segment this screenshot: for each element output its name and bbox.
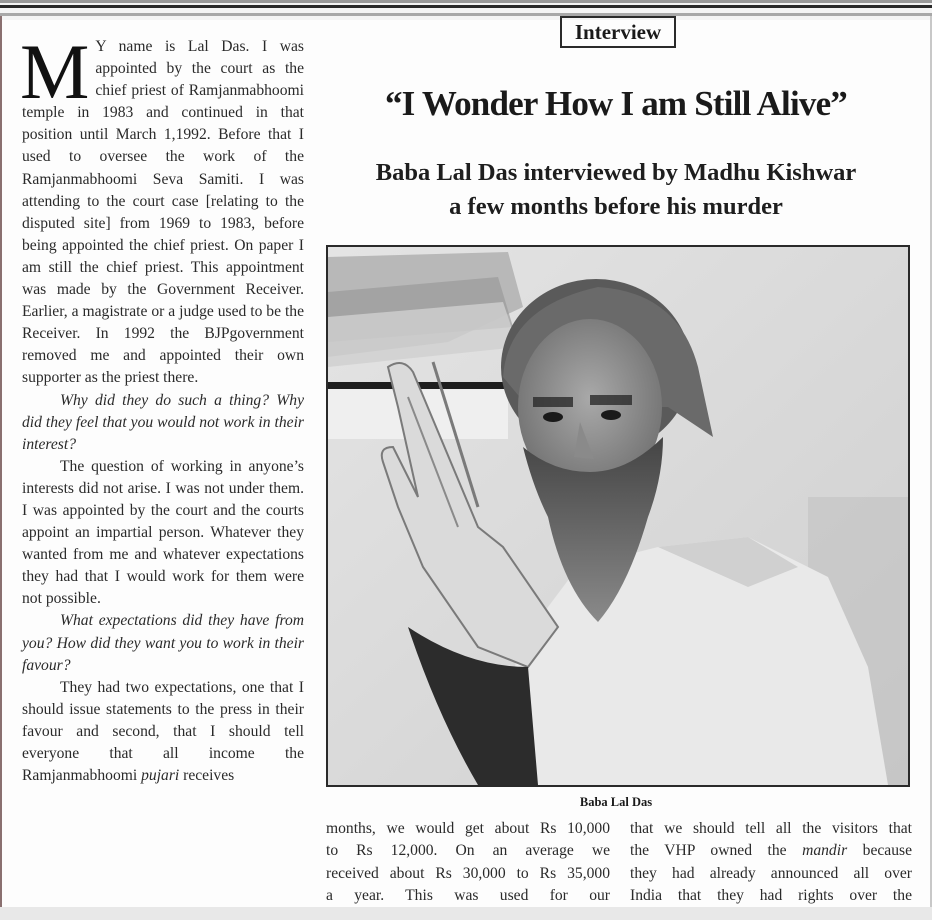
rule-thick: [0, 5, 932, 8]
question-2: What expectations did they have from you? How did they want you to work in their favour?: [22, 612, 304, 674]
page-left-edge: [0, 16, 2, 920]
portrait-photo: [326, 245, 910, 787]
portrait-image: [328, 247, 908, 785]
paragraph-intro: [20, 28, 304, 390]
subheadline: [316, 156, 916, 224]
rule-thin-bottom: [0, 13, 932, 16]
headline: “I Wonder How I am Still Alive”: [384, 84, 848, 123]
text-line: a year. This was used for our: [326, 886, 610, 904]
top-border-rules: [0, 0, 932, 20]
drop-cap: M: [20, 28, 90, 115]
answer-1: The question of working in anyone’s interests did not arise. I was not under them. I was appointed by the court and the courts appoint an impartial person. Whatever they wanted from me and whatever expectations they had that I would work for them were not possible.: [22, 457, 304, 608]
answer-text-end: receives: [179, 767, 235, 785]
paragraph-text: Y name is Lal Das. I was appointed by the court as the chief priest of Ramjanmabhoomi temple in 1983 and continued in that position until March 1,1992. Before that I used to oversee the work of the Ramjanmabhoomi Seva Samiti. I was attending to the court case [relating to the disputed site] from 1969 to 1983, before being appointed the chief priest. On paper I am still the chief priest. This appointment was made by the Government Receiver. Earlier, a magistrate or a judge used to be the Receiver. In 1992 the BJPgovernment removed me and appointed their own supporter as the priest there.: [22, 38, 304, 387]
article-column-2: [326, 818, 610, 907]
text-line: that we should tell all the visitors that: [630, 820, 912, 837]
article-column-3: [630, 818, 912, 907]
bottom-edge: [0, 907, 932, 920]
article-column-1: [20, 28, 304, 787]
question-1: Why did they do such a thing? Why did they feel that you would not work in their interest?: [22, 391, 304, 453]
rule-thin-top: [0, 0, 932, 3]
section-label: Interview: [560, 16, 676, 48]
text-line: they had already announced all over: [630, 864, 912, 882]
subhead-line-1: Baba Lal Das interviewed by Madhu Kishwar: [375, 159, 857, 186]
italic-term: mandir: [802, 842, 848, 860]
text-line: received about Rs 30,000 to Rs 35,000: [326, 864, 610, 882]
text-line: to Rs 12,000. On an average we: [326, 842, 610, 860]
answer-text: They had two expectations, one that I should issue statements to the press in their favour and second, that I should tell everyone that all income the Ramjanmabhoomi: [22, 678, 304, 785]
text-line: months, we would get about Rs 10,000: [326, 820, 610, 837]
text-line: India that they had rights over the: [630, 886, 912, 904]
photo-caption: Baba Lal Das: [579, 795, 653, 809]
answer-2: [22, 677, 304, 787]
italic-term: pujari: [141, 767, 180, 785]
text-line-with-italic: [630, 840, 912, 862]
subhead-line-2: a few months before his murder: [449, 193, 783, 220]
text-span: the VHP owned the: [630, 842, 803, 860]
text-span: because: [847, 842, 913, 860]
